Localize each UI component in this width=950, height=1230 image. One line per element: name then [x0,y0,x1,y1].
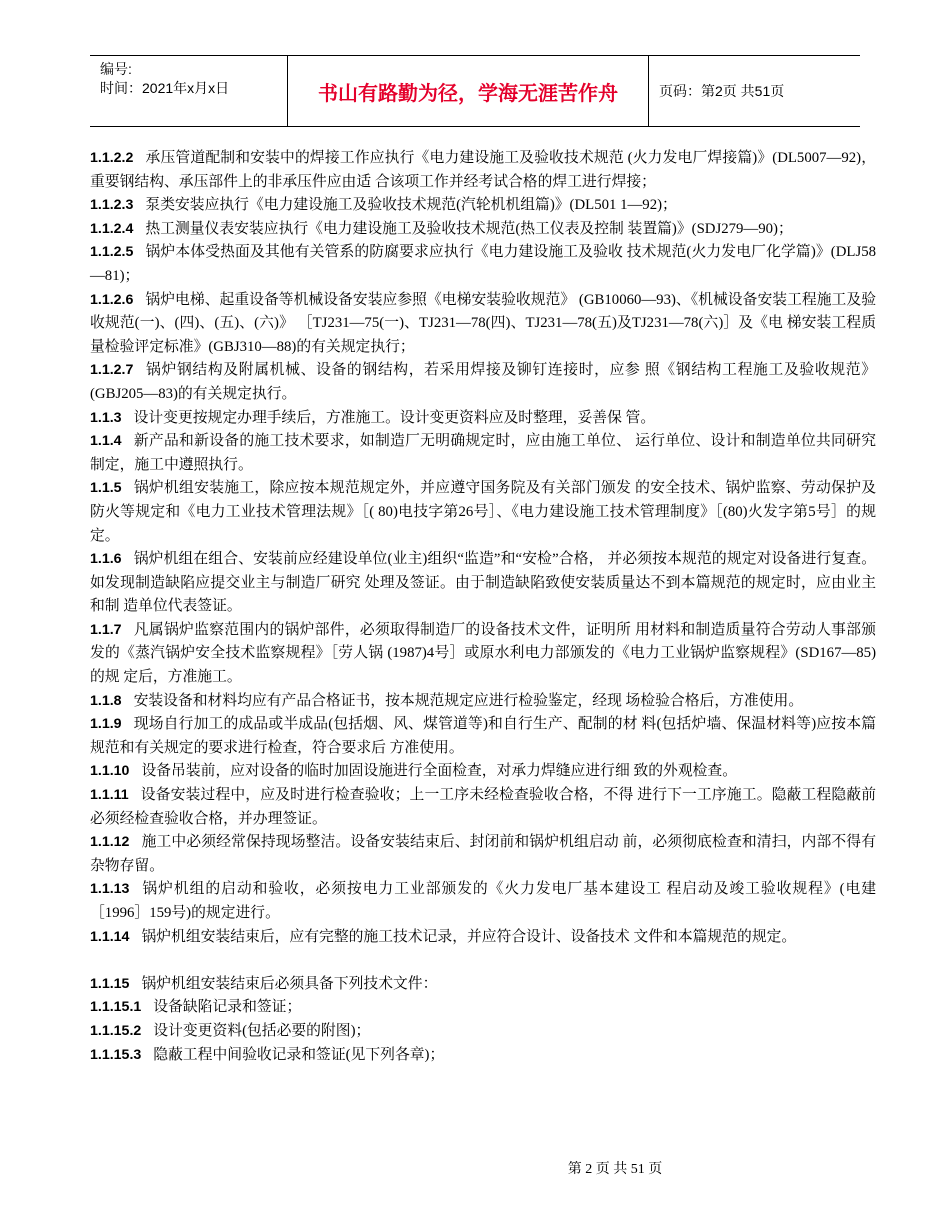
time-label: 时间：2021年x月x日 [100,80,230,96]
clause-paragraph [90,147,876,194]
clause-number: 1.1.15 [90,975,130,992]
clause-number: 1.1.2.7 [90,362,134,379]
clause-number: 1.1.14 [90,928,130,945]
clause-text: 设备缺陷记录和签证； [153,999,302,1016]
clause-number: 1.1.15.1 [90,999,142,1016]
clause-text: 锅炉机组在组合、安装前应经建设单位(业主)组织“监造”和“安检”合格， 并必须按本规范的规定对设备进行复查。如发现制造缺陷应提交业主与制造厂研究 处理及签证。由于制造缺陷致使安装质量达不到本篇规范的规定时，应由业主和制 造单位代表签证。 [90,551,876,615]
clause-text: 锅炉本体受热面及其他有关管系的防腐要求应执行《电力建设施工及验收 技术规范(火力发电厂化学篇)》(DLJ58—81)； [90,244,876,284]
clause-paragraph [90,926,876,950]
clause-number: 1.1.6 [90,551,122,568]
header-left-cell [90,56,287,126]
clause-number: 1.1.2.6 [90,291,134,308]
clause-text: 凡属锅炉监察范围内的锅炉部件，必须取得制造厂的设备技术文件，证明所 用材料和制造质量符合劳动人事部颁发的《蒸汽锅炉安全技术监察规程》［劳人锅 (1987)4号］或原水利电力部颁发的《电力工业锅炉监察规程》(SD167—85)的规 定后，方准施工。 [90,621,876,686]
clause-paragraph [90,690,876,714]
document-body [90,147,876,1067]
page-footer: 第 2 页 共 51 页 [567,1162,663,1177]
paragraph-gap [90,949,876,973]
clause-paragraph [90,973,876,997]
clause-text: 锅炉机组安装施工，除应按本规范规定外，并应遵守国务院及有关部门颁发 的安全技术、锅炉监察、劳动保护及防火等规定和《电力工业技术管理法规》［( 80)电技字第26号］、《电力建设施工技术管理制度》［(80)火发字第5号］的规 定。 [90,480,876,544]
clause-paragraph [90,548,876,619]
clause-text: 隐蔽工程中间验收记录和签证(见下列各章)； [153,1046,445,1063]
code-label: 编号: [100,61,132,77]
clause-text: 设计变更按规定办理手续后，方准施工。设计变更资料应及时整理，妥善保 管。 [133,409,656,426]
clause-paragraph [90,619,876,690]
clause-number: 1.1.2.5 [90,244,134,261]
clause-number: 1.1.13 [90,881,130,898]
clause-text: 新产品和新设备的施工技术要求，如制造厂无明确规定时，应由施工单位、 运行单位、设计和制造单位共同研究制定，施工中遵照执行。 [90,433,876,473]
clause-paragraph [90,218,876,242]
clause-number: 1.1.7 [90,621,122,638]
clause-number: 1.1.4 [90,433,122,450]
clause-text: 锅炉机组安装结束后，应有完整的施工技术记录，并应符合设计、设备技术 文件和本篇规范的规定。 [141,928,797,945]
clause-paragraph [90,430,876,477]
clause-text: 锅炉电梯、起重设备等机械设备安装应参照《电梯安装验收规范》 (GB10060—93)、《机械设备安装工程施工及验收规范(一)、(四)、(五)、(六)》 ［TJ231—75(一)、TJ231—78(四)、TJ231—78(五)及TJ231—78(六)］及《电 梯安装工程质量检验评定标准》(GBJ310—88)的有关规定执行； [90,291,876,355]
clause-paragraph [90,996,876,1020]
clause-paragraph [90,477,876,548]
clause-number: 1.1.12 [90,834,130,851]
clause-text: 设备吊装前，应对设备的临时加固设施进行全面检查，对承力焊缝应进行细 致的外观检查。 [141,763,738,780]
clause-text: 锅炉机组的启动和验收，必须按电力工业部颁发的《火力发电厂基本建设工 程启动及竣工验收规程》(电建［1996］159号)的规定进行。 [90,881,876,921]
clause-text: 设计变更资料(包括必要的附图)； [153,1022,371,1039]
clause-number: 1.1.10 [90,763,130,780]
clause-text: 施工中必须经常保持现场整洁。设备安装结束后、封闭前和锅炉机组启动 前，必须彻底检查和清扫，内部不得有杂物存留。 [90,834,876,874]
clause-text: 泵类安装应执行《电力建设施工及验收技术规范(汽轮机机组篇)》(DL501 1—92)； [145,197,677,214]
clause-paragraph [90,241,876,288]
header-motto: 书山有路勤为径，学海无涯苦作舟 [287,56,649,126]
clause-paragraph [90,359,876,406]
clause-text: 现场自行加工的成品或半成品(包括烟、风、煤管道等)和自行生产、配制的材 料(包括炉墙、保温材料等)应按本篇规范和有关规定的要求进行检查，符合要求后 方准使用。 [90,716,876,756]
clause-text: 锅炉钢结构及附属机械、设备的钢结构，若采用焊接及铆钉连接时，应参 照《钢结构工程施工及验收规范》(GBJ205—83)的有关规定执行。 [90,362,876,402]
clause-number: 1.1.2.4 [90,220,134,237]
paragraph-group-1 [90,147,876,949]
clause-number: 1.1.11 [90,787,129,804]
clause-paragraph [90,289,876,360]
clause-paragraph [90,784,876,831]
clause-number: 1.1.5 [90,480,122,497]
clause-number: 1.1.8 [90,692,122,709]
clause-number: 1.1.2.3 [90,197,134,214]
clause-text: 锅炉机组安装结束后必须具备下列技术文件： [141,975,438,992]
clause-paragraph [90,831,876,878]
clause-text: 承压管道配制和安装中的焊接工作应执行《电力建设施工及验收技术规范 (火力发电厂焊接篇)》(DL5007—92)，重要钢结构、承压部件上的非承压件应由适 合该项工作并经考试合格的焊工进行焊接； [90,150,876,190]
clause-text: 热工测量仪表安装应执行《电力建设施工及验收技术规范(热工仪表及控制 装置篇)》(SDJ279—90)； [145,220,793,237]
clause-number: 1.1.2.2 [90,150,134,166]
clause-number: 1.1.9 [90,716,122,733]
clause-paragraph [90,713,876,760]
clause-paragraph [90,1044,876,1068]
clause-paragraph [90,1020,876,1044]
clause-paragraph [90,878,876,925]
clause-number: 1.1.15.2 [90,1022,142,1039]
clause-number: 1.1.3 [90,409,122,426]
clause-paragraph [90,407,876,431]
paragraph-group-2 [90,973,876,1067]
page-header [90,55,860,127]
clause-number: 1.1.15.3 [90,1046,142,1063]
clause-text: 安装设备和材料均应有产品合格证书，按本规范规定应进行检验鉴定，经现 场检验合格后，方准使用。 [133,692,804,709]
clause-paragraph [90,194,876,218]
clause-paragraph [90,760,876,784]
clause-text: 设备安装过程中，应及时进行检查验收；上一工序未经检查验收合格，不得 进行下一工序施工。隐蔽工程隐蔽前必须经检查验收合格，并办理签证。 [90,787,876,827]
header-page-info: 页码：第2页 共51页 [659,83,785,99]
